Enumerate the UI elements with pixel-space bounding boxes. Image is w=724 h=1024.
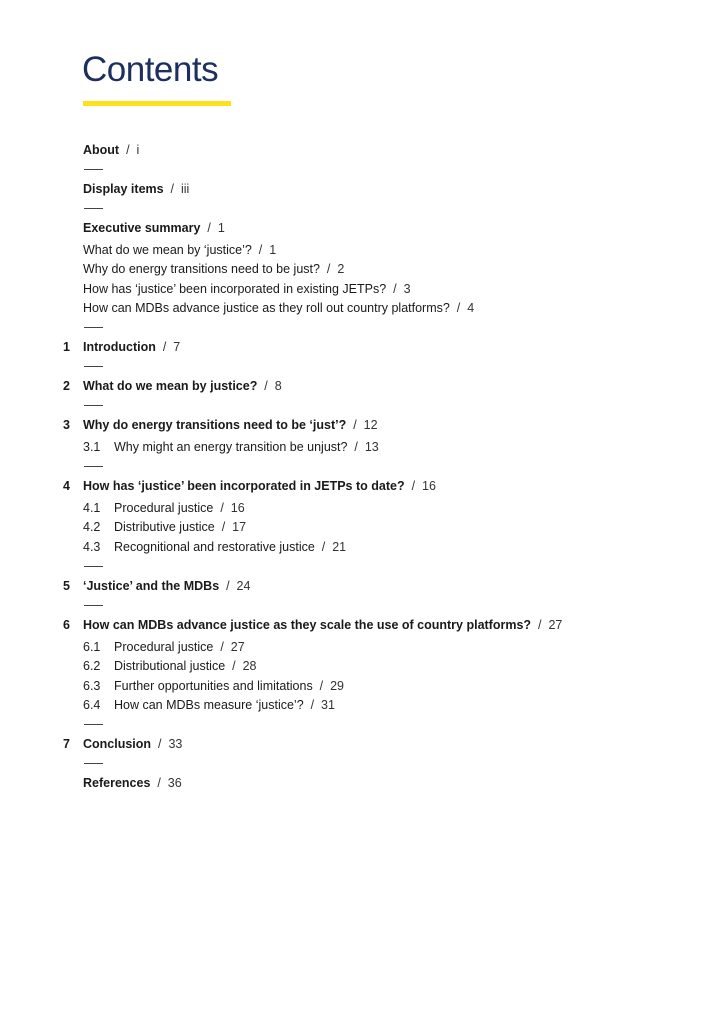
page-number: 2 (337, 262, 345, 276)
entry-title: References (83, 776, 151, 790)
divider (84, 605, 103, 606)
page-title: Contents (82, 50, 219, 89)
divider (84, 208, 103, 209)
page-number: 13 (364, 440, 379, 454)
page-number: 17 (232, 520, 247, 534)
page-number: 4 (467, 301, 475, 315)
entry-title: How can MDBs advance justice as they roll out country platforms? (83, 301, 450, 315)
page-number: 16 (422, 479, 436, 493)
entry-title: Procedural justice (114, 640, 214, 654)
entry-title: Recognitional and restorative justice (114, 540, 315, 554)
divider (84, 724, 103, 725)
entry-title: What do we mean by ‘justice’? (83, 243, 252, 257)
divider (84, 763, 103, 764)
section-number: 4.3 (83, 540, 101, 554)
entry-title: How can MDBs advance justice as they scale the use of country platforms? (83, 618, 532, 632)
chapter-number: 4 (63, 479, 70, 493)
chapter-number: 2 (63, 379, 70, 393)
page-number: i (136, 143, 140, 157)
page-number: 1 (217, 221, 225, 235)
chapter-number: 7 (63, 737, 70, 751)
divider (84, 466, 103, 467)
divider (84, 566, 103, 567)
title-underline-bar (83, 101, 231, 106)
entry-title: Why do energy transitions need to be ‘just’? (83, 418, 347, 432)
section-number: 4.2 (83, 520, 101, 534)
page-number: 36 (167, 776, 182, 790)
page-number: 8 (274, 379, 282, 393)
page-number: 29 (330, 679, 345, 693)
page-number: 27 (548, 618, 563, 632)
entry-title: Why might an energy transition be unjust? (114, 440, 348, 454)
entry-title: How has ‘justice’ been incorporated in existing JETPs? (83, 282, 387, 296)
chapter-number: 1 (63, 340, 70, 354)
page-number: 7 (173, 340, 181, 354)
page-number: 21 (332, 540, 347, 554)
entry-title: Introduction (83, 340, 156, 354)
entry-title: How can MDBs measure ‘justice’? (114, 698, 304, 712)
entry-title: Why do energy transitions need to be just? (83, 262, 320, 276)
entry-title: How has ‘justice’ been incorporated in JETPs to date? (83, 479, 405, 493)
entry-title: Distributional justice (114, 659, 226, 673)
chapter-number: 5 (63, 579, 70, 593)
page-number: 27 (230, 640, 245, 654)
section-number: 6.4 (83, 698, 101, 712)
chapter-number: 6 (63, 618, 70, 632)
page-number: 16 (230, 501, 245, 515)
entry-title: Executive summary (83, 221, 201, 235)
page-number: 1 (269, 243, 277, 257)
page-number: 28 (242, 659, 257, 673)
page-number: 31 (321, 698, 335, 712)
section-number: 6.1 (83, 640, 101, 654)
page-number: 12 (363, 418, 378, 432)
entry-title: Procedural justice (114, 501, 214, 515)
entry-title: Distributive justice (114, 520, 215, 534)
section-number: 6.2 (83, 659, 101, 673)
page-number: 24 (236, 579, 251, 593)
entry-title: What do we mean by justice? (83, 379, 258, 393)
entry-title: About (83, 143, 120, 157)
divider (84, 327, 103, 328)
section-number: 3.1 (83, 440, 101, 454)
section-number: 4.1 (83, 501, 101, 515)
chapter-number: 3 (63, 418, 70, 432)
entry-title: Further opportunities and limitations (114, 679, 313, 693)
entry-title: Conclusion (83, 737, 152, 751)
entry-title: Display items (83, 182, 164, 196)
divider (84, 366, 103, 367)
divider (84, 169, 103, 170)
page-number: 3 (403, 282, 411, 296)
section-number: 6.3 (83, 679, 101, 693)
page-number: 33 (168, 737, 183, 751)
divider (84, 405, 103, 406)
page-number: iii (180, 182, 190, 196)
entry-title: ‘Justice’ and the MDBs (83, 579, 220, 593)
